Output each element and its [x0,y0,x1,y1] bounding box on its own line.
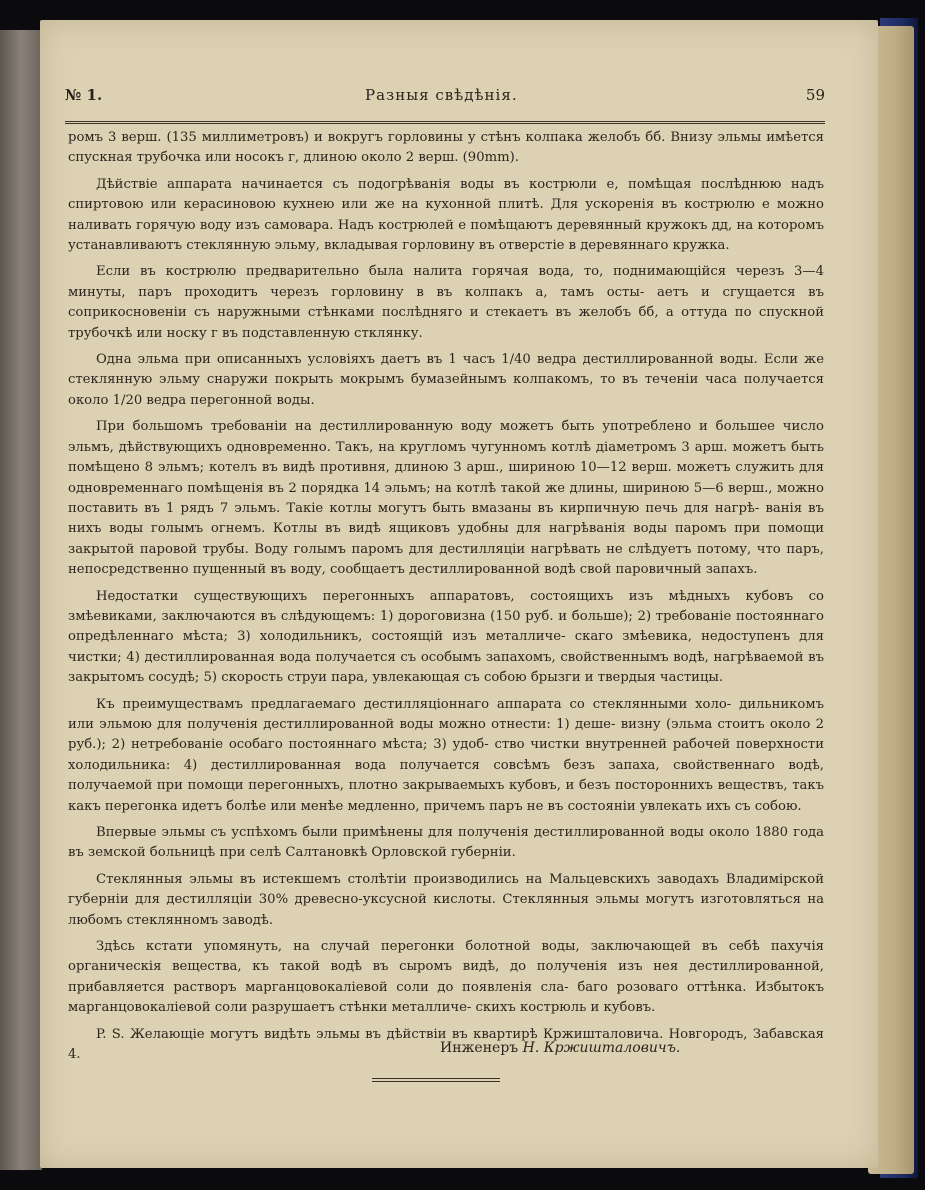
paragraph: Недостатки существующихъ перегонныхъ аппаратовъ, состоящихъ изъ мѣдныхъ кубовъ со змѣевиками, заключаются въ слѣдующемъ: 1) дороговизна (150 руб. и больше); 2) требованіе постояннаго опредѣленнаго мѣста; 3) холодильникъ, состоящій изъ металличе- скаго змѣевика, недоступенъ для чистки; 4) дестиллированная вода получается съ особымъ запахомъ, свойственнымъ водѣ, нагрѣваемой въ закрытомъ сосудѣ; 5) скорость струи пара, увлекающая съ собою брызги и твердыя частицы. [68,588,824,686]
page-number: 59 [805,86,825,104]
paragraph: ромъ 3 верш. (135 миллиметровъ) и вокругъ горловины у стѣнъ колпака желобъ бб. Внизу эльмы имѣется спускная трубочка или носокъ г, длиною около 2 верш. (90mm). [68,130,824,166]
paragraph: Одна эльма при описанныхъ условіяхъ даетъ въ 1 часъ 1/40 ведра дестиллированной воды. Если же стеклянную эльму снаружи покрыть мокрымъ бумазейнымъ колпакомъ, то въ теченіи часа получается около 1/20 ведра перегонной воды. [68,352,824,408]
signature [440,1040,680,1056]
paragraph: Если въ кострюлю предварительно была налита горячая вода, то, поднимающійся черезъ 3—4 минуты, паръ проходитъ черезъ горловину в въ колпакъ а, тамъ осты- аетъ и сгущается въ соприкосновеніи съ наружными стѣнками послѣдняго и стекаетъ въ желобъ бб, а оттуда по спускной трубочкѣ или носку г въ подставленную стклянку. [68,264,824,341]
header-rule [65,121,825,124]
paragraph: Здѣсь кстати упомянуть, на случай перегонки болотной воды, заключающей въ себѣ пахучія органическія вещества, къ такой водѣ въ сыромъ видѣ, до полученія изъ нея дестиллированной, прибавляется растворъ марганцовокаліевой соли до появленія сла- баго розоваго оттѣнка. Избытокъ марганцовокаліевой соли разрушаетъ стѣнки металличе- скихъ кострюль и кубовъ. [68,939,824,1016]
issue-number: № 1. [65,86,103,104]
paragraph: Впервые эльмы съ успѣхомъ были примѣнены для полученія дестиллированной воды около 1880 года въ земской больницѣ при селѣ Салтановкѣ Орловской губерніи. [68,825,824,861]
running-header [65,84,825,112]
signature-role: Инженеръ [440,1040,519,1056]
paragraph: Дѣйствіе аппарата начинается съ подогрѣванія воды въ кострюли е, помѣщая послѣднюю надъ спиртовою или керасиновою кухнею или же на кухонной плитѣ. Для ускоренія въ кострюлю е можно наливать горячую воду изъ самовара. Надъ кострюлей е помѣщаютъ деревянный кружокъ дд, на которомъ устанавливаютъ стеклянную эльму, вкладывая горловину въ отверстіе в деревяннаго кружка. [68,176,824,254]
article-body [68,128,824,1071]
section-title: Разныя свѣдѣнія. [365,86,518,104]
paragraph: P. S. Желающіе могутъ видѣть эльмы въ дѣйствіи въ квартирѣ Кржишталовича. Новгородъ, Забавская 4. [68,1026,824,1063]
paragraph: Стеклянныя эльмы въ истекшемъ столѣтіи производились на Мальцевскихъ заводахъ Владимірской губерніи для дестилляціи 30% древесно-уксусной кислоты. Стеклянныя эльмы могутъ изготовляться на любомъ стеклянномъ заводѣ. [68,871,824,928]
paragraph: Къ преимуществамъ предлагаемаго дестилляціоннаго аппарата со стеклянными холо- дильникомъ или эльмою для полученія дестиллированной воды можно отнести: 1) деше- визну (эльма стоитъ около 2 руб.); 2) нетребованіе особаго постояннаго мѣста; 3) удоб- ство чистки внутренней рабочей поверхности холодильника: 4) дестиллированная вода получается совсѣмъ безъ запаха, свойственнаго водѣ, получаемой при помощи перегонныхъ, плотно закрываемыхъ кубовъ, и безъ постороннихъ веществъ, такъ какъ перегонка идетъ болѣе или менѣе медленно, причемъ паръ не въ состояніи увлекать ихъ съ собою. [68,696,824,814]
end-rule [372,1078,500,1082]
book-page [40,20,878,1168]
signature-name: Н. Кржишталовичъ. [522,1040,681,1056]
book-cover-left [0,30,42,1170]
paragraph: При большомъ требованіи на дестиллированную воду можетъ быть употреблено и большее число эльмъ, дѣйствующихъ одновременно. Такъ, на кругломъ чугунномъ котлѣ діаметромъ 3 арш. можетъ быть помѣщено 8 эльмъ; котелъ въ видѣ противня, длиною 3 арш., шириною 10—12 верш. можетъ служить для одновременнаго помѣщенія въ 2 порядка 14 эльмъ; на котлѣ такой же длины, шириною 5—6 верш., можно поставить въ 1 рядъ 7 эльмъ. Такіе котлы могутъ быть вмазаны въ кирпичную печь для нагрѣ- ванія въ нихъ воды голымъ огнемъ. Котлы въ видѣ ящиковъ удобны для нагрѣванія воды паромъ при помощи закрытой паровой трубы. Воду голымъ паромъ для дестилляціи нагрѣвать не слѣдуетъ потому, что паръ, непосредственно пущенный въ воду, сообщаетъ дестиллированной водѣ свой паровичный запахъ. [68,419,824,578]
